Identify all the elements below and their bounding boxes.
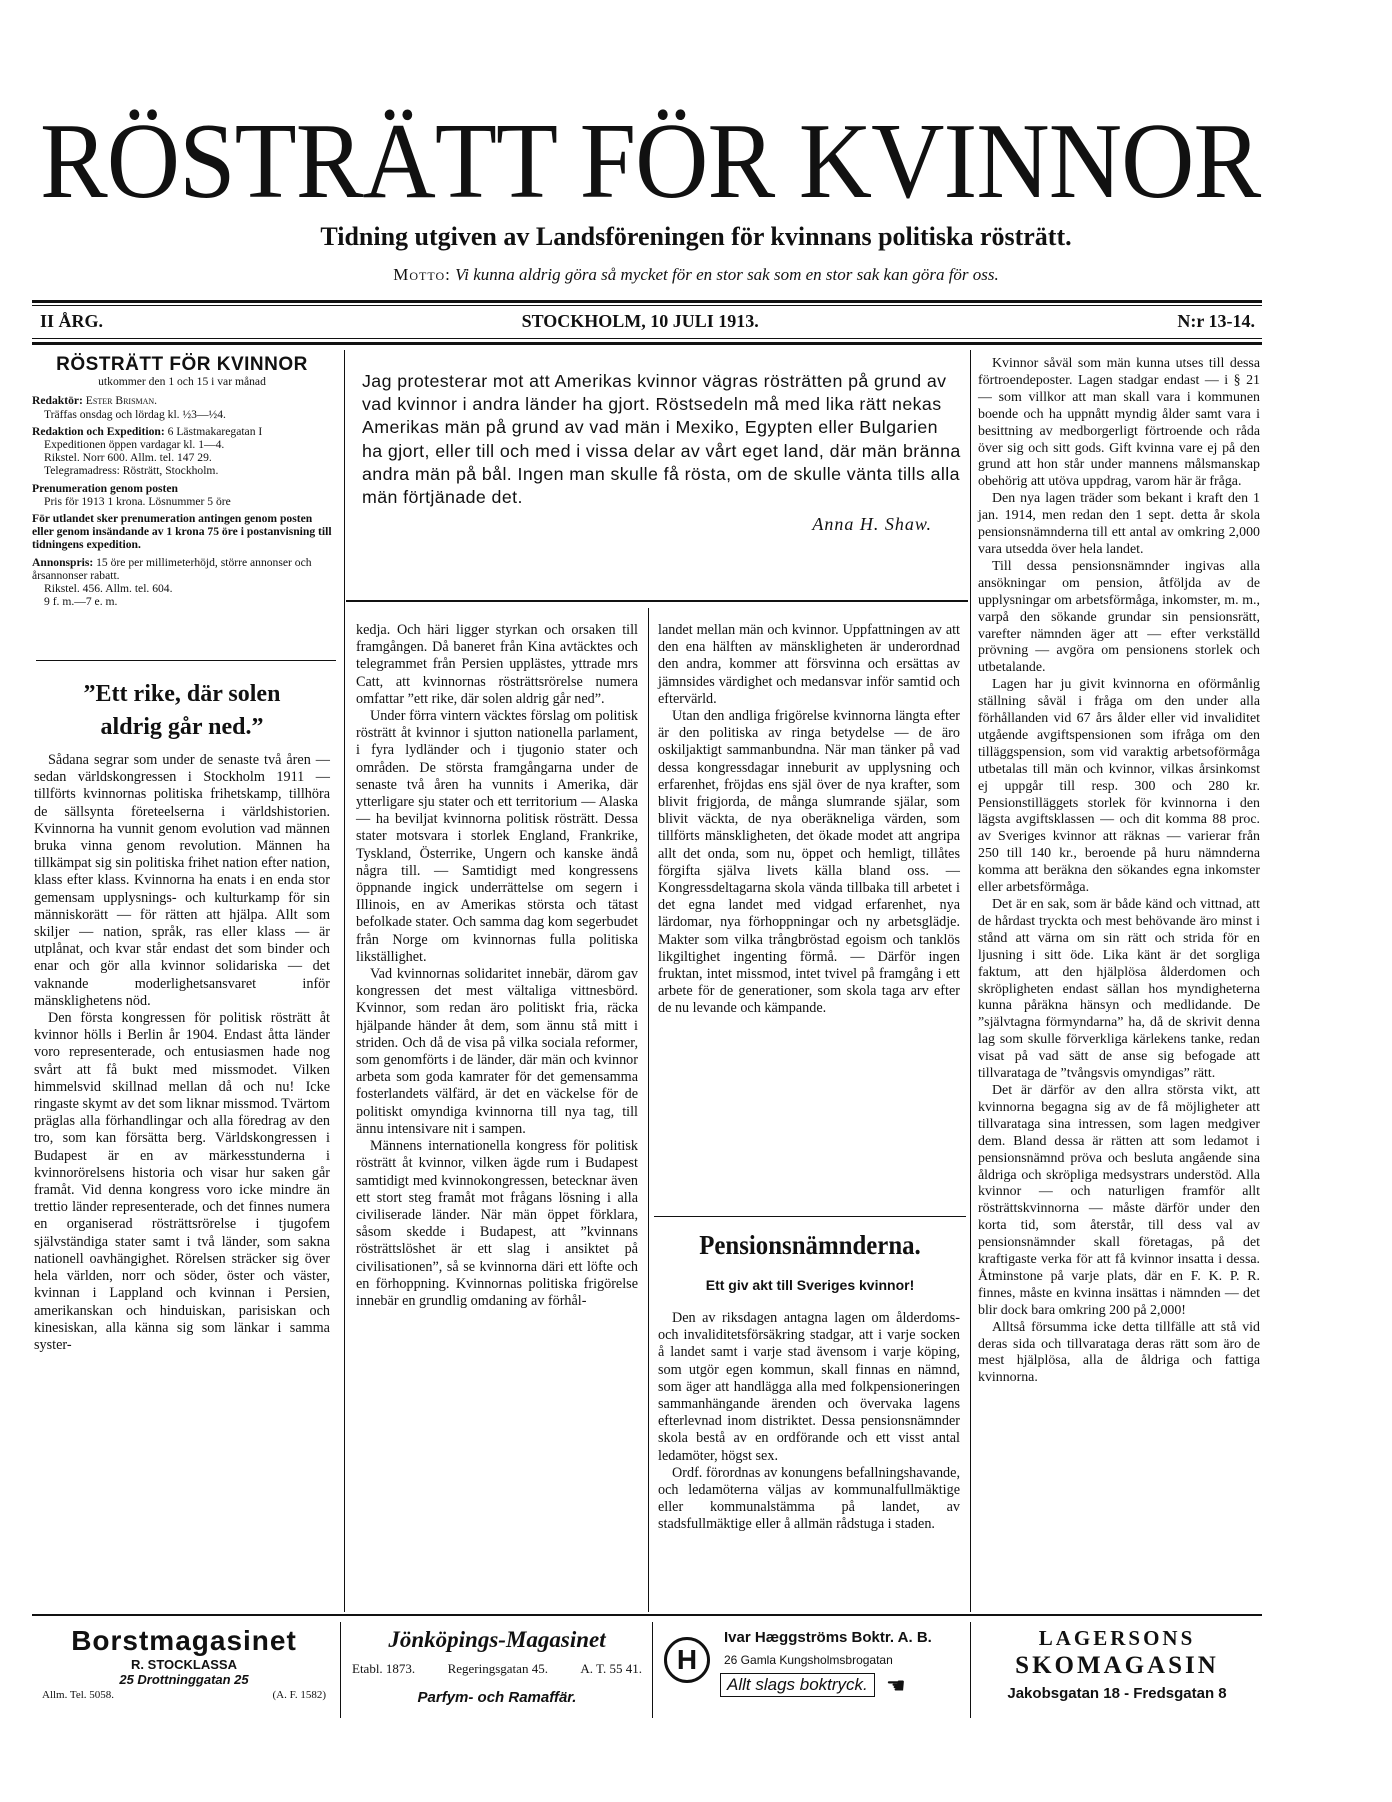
publication-info [32,354,332,612]
masthead-rule-top-thin [32,305,1262,306]
masthead-rule-bottom-thin [32,338,1262,339]
paragraph: Kvinnor såväl som män kunna utses till dessa förtroendeposter. Lagen stadgar endast — i § 21 — som villkor att man skall vara i kommunen boende och ha uppnått myndig ålder samt vara i besittning av medborgerligt förtroende och råda över sig och sitt gods. Gift kvinna vare ej på den grund att hon står under mannens målsmanskap obehörig att utöva uppdrag, varom här är fråga. [978,356,1260,490]
paragraph: Ordf. förordnas av konungens befallningshavande, och ledamöterna väljas av kommunalfullmäktige eller kommunalstämma på landet, av stadsfullmäktige eller å allmän rådstuga i staden. [658,1464,960,1533]
quote-text: Jag protesterar mot att Amerikas kvinnor vägras rösträtten på grund av vad kvinnor i andra länder ha gjort. Röstsedeln må med lika rätt nekas Amerikas män på grund av vad män i Mexiko, Egypten eller Bulgarien ha gjort, eller till och med i vissa delar av vårt eget land, där män bränna andra män på bål. Ingen man skulle få rösta, om de skulle vänta tills alla män förtjänade det. [362,371,961,508]
paragraph: Den nya lagen träder som bekant i kraft den 1 jan. 1914, men redan den 1 sept. detta år skola pensionsnämnderna till ett antal av omkring 2,000 vara utsedda över hela landet. [978,491,1260,557]
shaw-quote [362,370,962,536]
paragraph: Sådana segrar som under de senaste två åren — sedan världskongressen i Stockholm 1911 — tillförts kvinnornas politiska frihetskamp, tillhöra de sällsynta företeelserna i världshistorien. Kvinnorna ha vunnit genom evolution vad männen bruka vinna genom revolution. Männen ha tillkämpat sig sin politiska frihet nation efter nation, klass efter klass. Kvinnorna ha enats i en enda stor gemensam upplysnings- och kulturkamp för sin människorätt — för rätten att hjälpa. Allt som skiljer — nation, språk, ras eller klass — är utplånat, och kvar står endast det som binder och enar och gör alla kvinnor solidariska — det vaknande moderlighetsansvaret inför mänsklighetens nöd. [34,752,330,1009]
info-advertising: Annonspris: 15 öre per millimeterhöjd, större annonser och årsannonser rabatt. Rikstel. 456. Allm. tel. 604. 9 f. m.—7 e. m. [32,555,312,609]
article-column-2 [356,622,638,1310]
paragraph: Alltså försumma icke detta tillfälle att stå vid deras sida och tillvarataga deras rätt som äro de mest hjälplösa, alla de åldriga och fattiga kvinnorna. [978,1319,1260,1386]
masthead-subtitle: Tidning utgiven av Landsföreningen för kvinnans politiska rösträtt. [320,222,1072,251]
dateline [40,311,1255,333]
paragraph: kedja. Och häri ligger styrkan och orsaken till framgången. Då baneret från Kina avtäcktes och telegrammet från Persien upplästes, yttrade mrs Catt, att kvinnornas rösträttsrörelse numera omfattar ”ett rike, där solen aldrig går ned”. [356,622,638,707]
masthead-title: RÖSTRÄTT FÖR KVINNOR [40,102,1261,221]
quote-signature: Anna H. Shaw. [812,514,932,535]
ad-haeggstroms-boktryckeri: H Ivar Hæggströms Boktr. A. B. 26 Gamla Kungsholmsbrogatan Allt slags boktryck. ☚ [656,1625,966,1720]
article-title: ”Ett rike, där solen aldrig går ned.” [83,681,281,740]
masthead-rule-bottom [32,342,1262,345]
pointing-hand-icon: ☚ [886,1673,906,1698]
paragraph: Under förra vintern väcktes förslag om politisk rösträtt åt kvinnor i sjutton nationella parlament, i fyra lydländer och i tjugonio stater och områden. De största framgångarna under de senaste två åren ha vunnits i Amerika, där ytterligare sju stater och ett territorium — Alaska — ha beviljat kvinnorna politisk rösträtt. Dessa stater motsvara i storlek England, Frankrike, Tyskland, Österrike, Ungern och kanske ändå några till. — Samtidigt med kongressens öppnande ingick underrättelse om segern i Illinois, en av Amerikas största och tätast befolkade stater. Och samma dag kom segerbudet från Norge om kvinnornas fulla politiska likställighet. [356,708,638,965]
pension-column-3 [658,1310,960,1534]
paragraph: Männens internationella kongress för politisk rösträtt åt kvinnor, vilken ägde rum i Budapest samtidigt med kvinnokongressen, betecknar även ett stort steg framåt mot frågans lösning i alla civiliserade länder. När män öppet förklara, såsom skedde i Budapest, att ”kvinnans rösträttslöshet är ett slag i ansiktet på civilisationen”, så se kvinnorna däri ett löfte och en förhoppning. Kvinnornas politiska frigörelse innebär en grundlig omdaning av förhål- [356,1138,638,1309]
info-frequency: utkommer den 1 och 15 i var månad [98,375,266,389]
paragraph: Det är därför av den allra största vikt, att kvinnorna begagna sig av de få möjligheter att tillvarataga sina intressen, som lagen medgiver dem. Bland dessa är rätten att som ledamot i pensionsnämnd pröva och besluta angående sina åldriga och skröpliga medsystrars understöd. Alla kvinnor — och naturligen framför allt rösträttskvinnorna — måste därför under den korta tid, som återstår, till dess val av pensionsnämnder skall företagas, på det kraftigaste verka för att få kvinnor insatta i dessa. Åtminstone på varje plats, där en F. K. P. R. finnes, måste en kvinna insättas i nämnden — det blir dock bara omkring 200 på 2,000! [978,1082,1260,1318]
ad-lagersons-skomagasin: LAGERSONS SKOMAGASIN Jakobsgatan 18 - Fredsgatan 8 [976,1625,1258,1720]
info-rule [36,660,336,661]
article-column-3 [658,622,960,1018]
info-subscription: Prenumeration genom posten Pris för 1913 1 krona. Lösnummer 5 öre [32,481,231,508]
quote-rule [346,600,968,602]
ads-rule [32,1614,1262,1616]
date-place: STOCKHOLM, 10 JULI 1913. [521,311,759,331]
paragraph: Lagen har ju givit kvinnorna en oförmånlig ställning såväl i fråga om den under alla förhållanden vid 67 års ålder eller vid invaliditet utgående avgiftspensionen som ifråga om den tilläggspension, som vid varaktig arbetsoförmåga utbetalas till män och kvinnor, vilkas årsinkomst ej uppgår till resp. 300 och 280 kr. Pensionstilläggets storlek för kvinnorna i den lägsta avgiftsklassen — och dit komma 88 proc. av Sveriges kvinnor att räknas — varierar från 250 till 140 kr., beroende på huru nämnderna komma att beräkna den sökandes egna inkomster eller arbetsförmåga. [978,677,1260,896]
info-title: RÖSTRÄTT FÖR KVINNOR [56,354,308,375]
paragraph: Vad kvinnornas solidaritet innebär, därom gav kongressen det mest vältaliga vittnesbörd. Kvinnor, som redan äro politiskt fria, räcka hjälpande händer åt dem, som ännu stå mitt i striden. Och då de visa på vilka sociala reformer, som genomförts i de länder, där män och kvinnor arbeta som goda kamrater för det gemensamma fosterlandets välfärd, är det en väckelse för de politiskt omyndiga kvinnorna till nya tag, till ännu intensivare nit i sampen. [356,966,638,1137]
motto-label: Motto: [393,265,451,284]
ad-name: Ivar Hæggströms Boktr. A. B. [724,1629,932,1646]
ad-name: Jönköpings-Magasinet [388,1627,606,1652]
ad-divider [340,1622,341,1718]
article-rule [654,1216,966,1217]
paragraph: Den av riksdagen antagna lagen om ålderdoms- och invaliditetsförsäkring stadgar, att i varje socken å landet samt i varje stad ävensom i varje köping, som utgör egen kommun, skall finnas en nämnd, som äger att handlägga alla med folkpensioneringen sammanhängande ärenden och övervaka lagens efterlevnad inom distriktet. Dessa pensionsnämnder skola bestå av en ordförande och ett visst antal ledamöter, högst sex. [658,1310,960,1464]
ad-jonkopings-magasinet: Jönköpings-Magasinet Etabl. 1873. Regeringsgatan 45. A. T. 55 41. Parfym- och Ramaffär. [348,1625,646,1720]
pension-article-title: Pensionsnämnderna. [699,1230,921,1260]
paragraph: Det är en sak, som är både känd och vittnad, att de hårdast tryckta och mest behövande äro minst i stånd att värna om sin rätt och strida för en ljusning i sitt öde. Lika känt är det sorgliga faktum, att den hjälplösa ålderdomen och skröpligheten endast sällan hos myndigheterna kunna påräkna hänsyn och medlidande. De ”självtagna förmyndarna” ha, då de skrivit denna lag som skulle förverkliga kärlekens tanke, redan visat på vad sätt de anse sig befogade att tillvaratagа de ”tvångsvis omyndigas” rätt. [978,897,1260,1082]
issue-number: N:r 13-14. [1177,311,1255,331]
motto [0,265,1392,285]
pension-article-subtitle: Ett giv akt till Sveriges kvinnor! [705,1277,915,1293]
ad-divider [652,1622,653,1718]
masthead-rule-top [32,300,1262,303]
volume-year: II ÅRG. [40,311,104,331]
info-editor: Redaktör: Ester Brisman. Träffas onsdag och lördag kl. ½3—½4. [32,394,226,421]
column-divider [648,608,649,1612]
column-divider [970,350,971,1612]
info-office: Redaktion och Expedition: 6 Lästmakaregatan I Expeditionen öppen vardagar kl. 1—4. Rikstel. Norr 600. Allm. tel. 147 29. Telegramadress: Rösträtt, Stockholm. [32,424,263,478]
ad-divider [970,1622,971,1718]
pension-column-4 [978,356,1260,1387]
column-divider [344,350,345,1612]
paragraph: Den första kongressen för politisk rösträtt åt kvinnor hölls i Berlin år 1904. Endast åtta länder voro representerade, och entusiasmen hade nog svårt att få bukt med missmodet. Vilken himmelsvid skillnad mellan då och nu! Icke ringaste skymt av det som liknar missmod. Tvärtom präglas alla förhandlingar och alla föredrag av den tro, som kan försätta berg. Världskongressen i Budapest är en av märkesstunderna i kvinnorörelsens historia och visar hur saken går framåt. Vid denna kongress voro icke mindre än trettio länder representerade, och det finnes numera en organiserad rösträttsrörelse i tjugofem självständiga stater samt i två länder, som sakna nationell oavhängighet. Rörelsen sträcker sig över hela världen, norr och söder, öster och väster, kvinnan i Lappland och kvinnan i Persien, amerikanskan och hinduiskan, parisiskan och kinesiskan, alla känna sig som länkar i samma syster- [34,1010,330,1353]
paragraph: Utan den andliga frigörelse kvinnorna längta efter är den politiska av ringa betydelse — de äro oskiljaktigt sammanbundna. När man tänker på vad dessa kongressdagar inneburit av upplysning och erfarenhet, fröjdas ens själ över de nya krafter, som blivit frigjorda, de många slumrande själar, som blivit väckta, de nya oberäkneliga värden, som tillförts mänskligheten, det ökade modet att angripa allt det onda, som nu, öppet och hemligt, tillåtes förgifta själva livets källa bland oss. — Kongressdeltagarna skola vända tillbaka till arbetet i det egna landet med vidgad erfarenhet, nya lärdomar, nya förhoppningar och ny arbetsglädje. Makter som vilka trångbröstad egoism och tanklös likgiltighet ingenting förmå. — Därför ingen fruktan, intet missmod, intet tvivel på framgång i ett arbete för de generationer, som skola taga arv efter de nu levande och kämpande. [658,708,960,1017]
ad-name: LAGERSONS [1038,1626,1196,1650]
printer-logo-icon: H [664,1637,710,1683]
ad-name: Borstmagasinet [71,1625,297,1656]
motto-text: Vi kunna aldrig göra så mycket för en stor sak som en stor sak kan göra för oss. [455,265,999,284]
article-column-1 [34,752,330,1354]
paragraph: landet mellan män och kvinnor. Uppfattningen av att den ena hälften av mänskligheten är underordnad den andra, kommer att försvinna och ersättas av jämnsides värdighet och medansvar inför samtid och eftervärld. [658,622,960,707]
info-abroad: För utlandet sker prenumeration antingen genom posten eller genom insändande av 1 krona 75 öre i postanvisning till tidningens expedition. [32,512,332,552]
ad-borstmagasinet: Borstmagasinet R. STOCKLASSA 25 Drottninggatan 25 Allm. Tel. 5058. (A. F. 1582) [36,1625,332,1720]
paragraph: Till dessa pensionsnämnder ingivas alla ansökningar om pension, åtföljda av de upplysningar om arbetsförmåga, inkomster, m. m., varpå den sökande grundar sin pensionsrätt, varefter nämnden äger att — efter verkställd prövning — avgöra om pensionens storlek och utbetalande. [978,558,1260,676]
